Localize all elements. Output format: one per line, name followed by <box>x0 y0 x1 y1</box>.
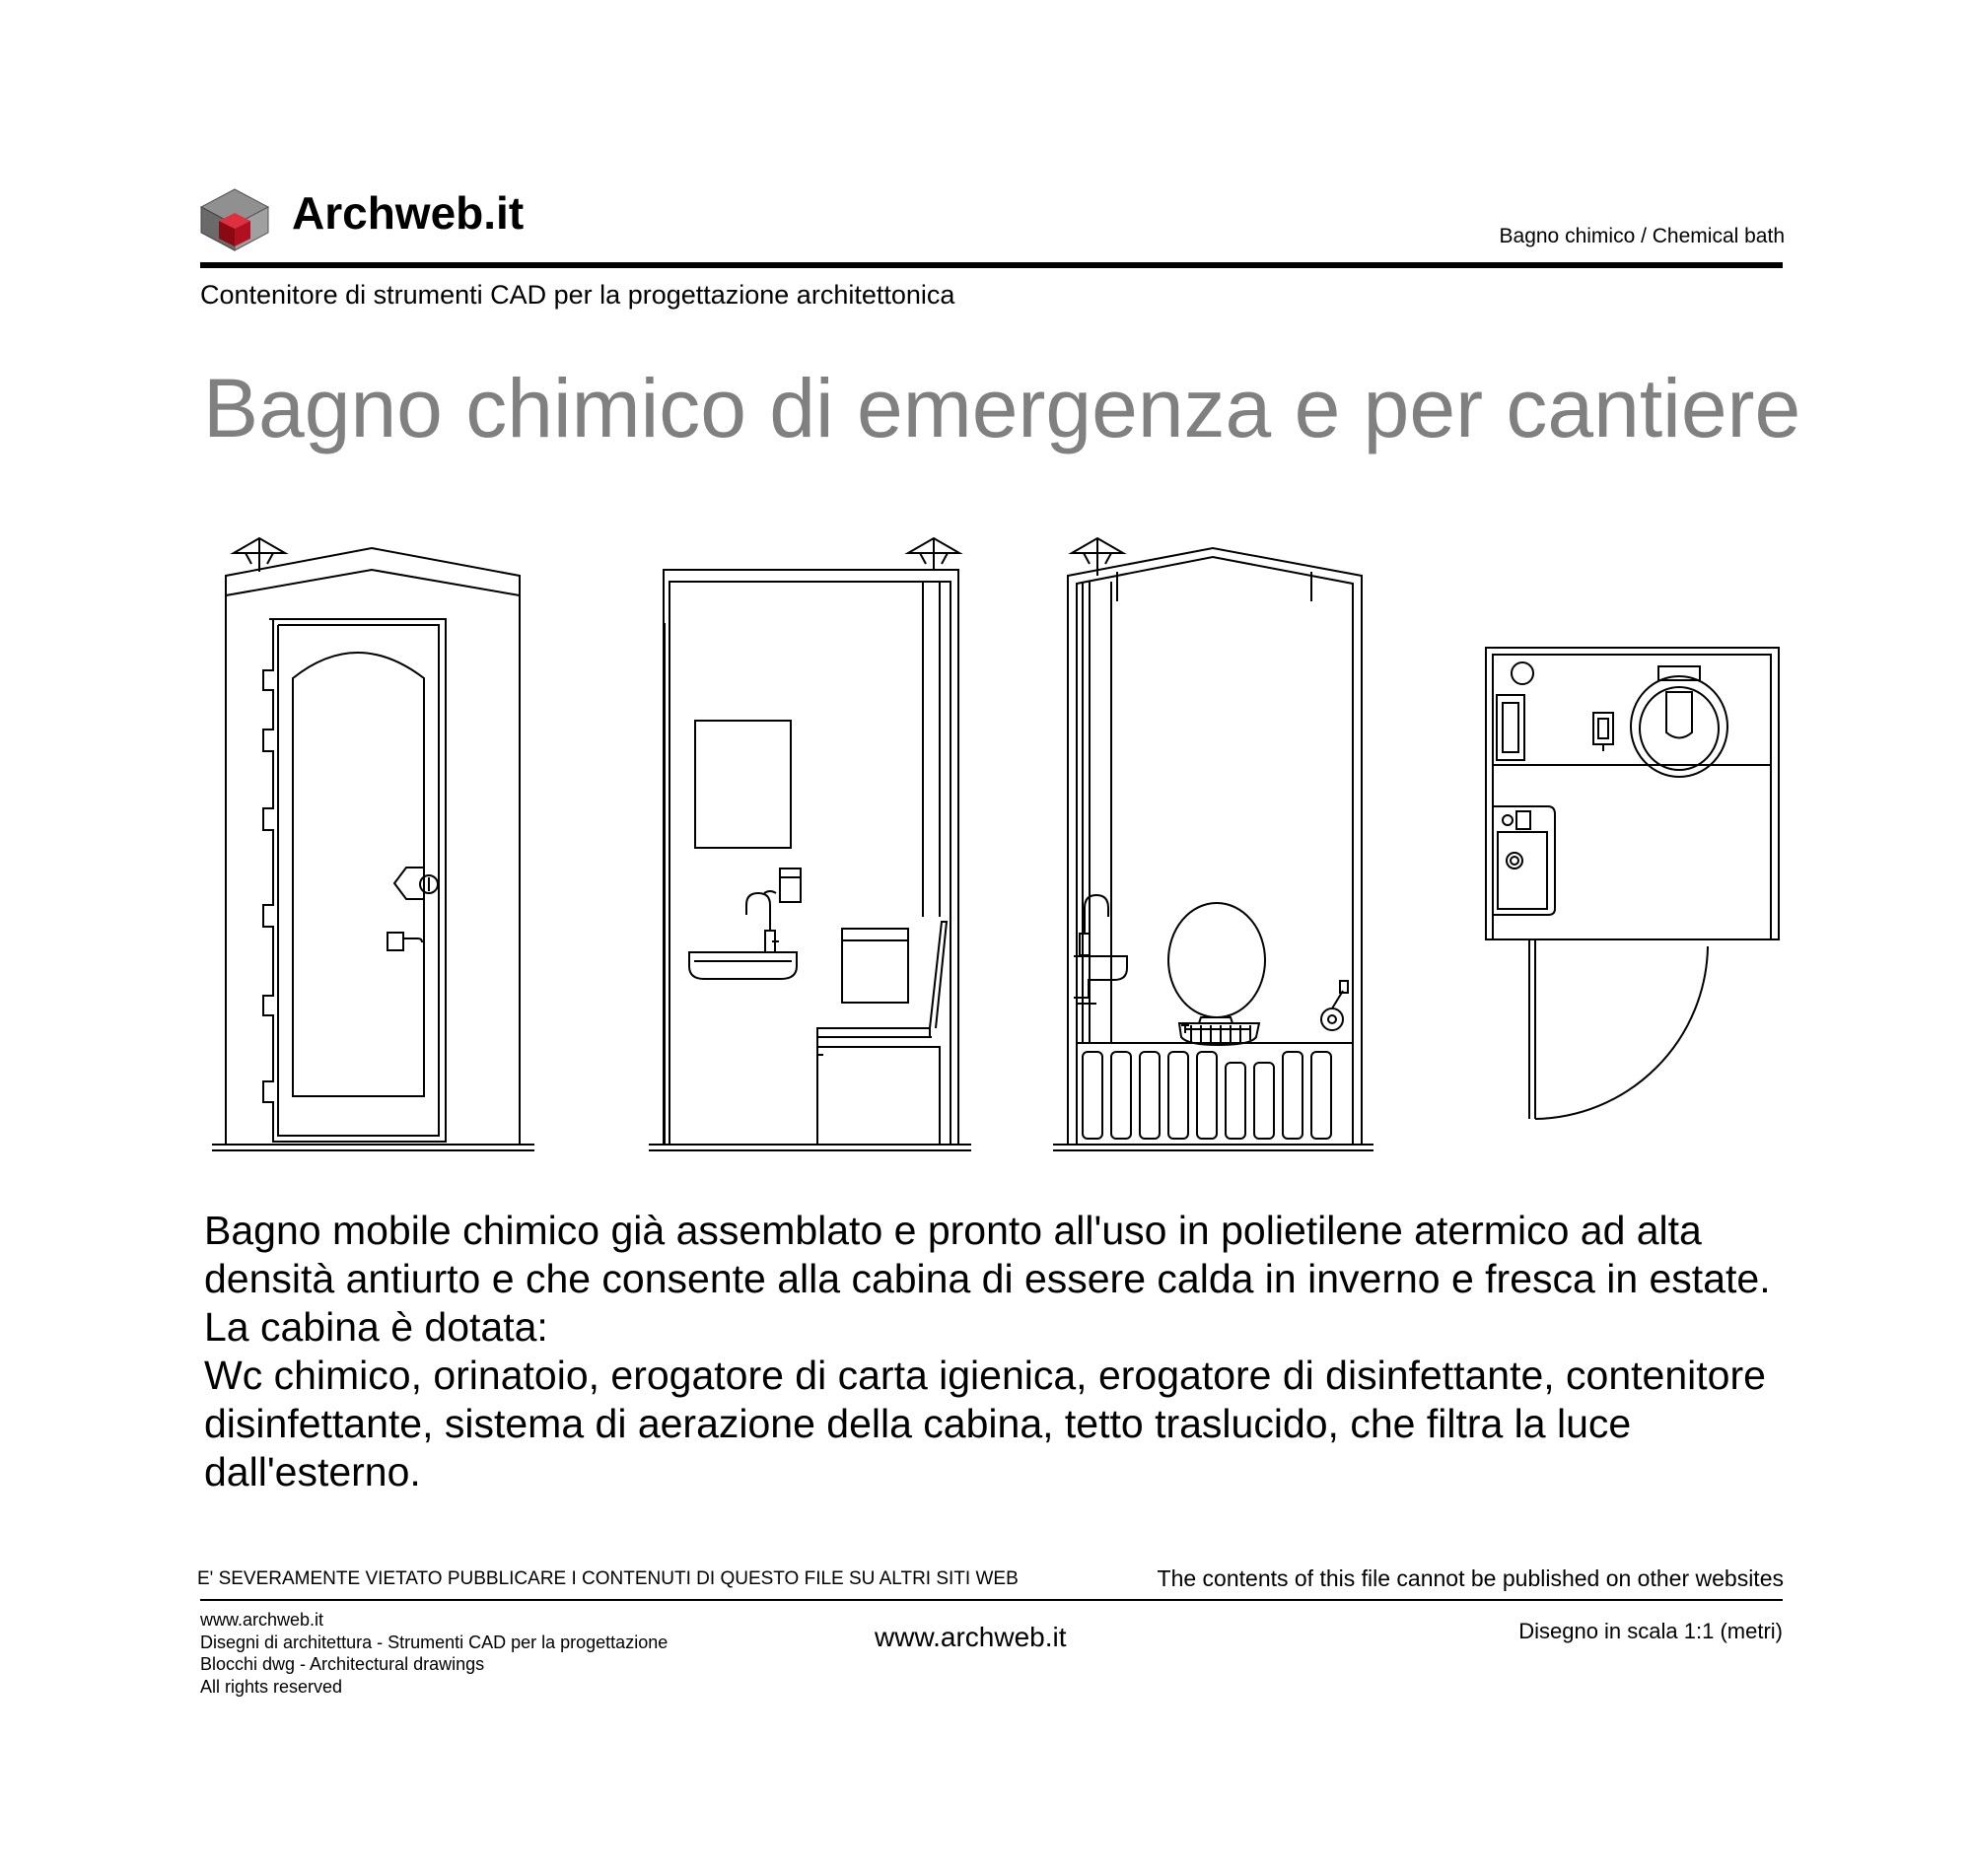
rear-section-drawing <box>1053 538 1373 1150</box>
sink-plan <box>1494 806 1555 915</box>
tank-grille <box>1077 1043 1353 1145</box>
sink <box>689 891 797 979</box>
floor-plan-drawing <box>1486 648 1779 1119</box>
front-elevation-drawing <box>212 538 534 1150</box>
soap-dispenser <box>780 869 801 902</box>
vent-pipe <box>1512 662 1533 684</box>
page-title: Bagno chimico di emergenza e per cantiere <box>203 362 1801 454</box>
category-label: Bagno chimico / Chemical bath <box>1499 225 1785 247</box>
tagline: Contenitore di strumenti CAD per la progettazione architettonica <box>200 280 955 310</box>
toilet-rear-view <box>1168 903 1265 1045</box>
door-swing <box>1529 939 1708 1119</box>
copyright-notice-it: E' SEVERAMENTE VIETATO PUBBLICARE I CONTENUTI DI QUESTO FILE SU ALTRI SITI WEB <box>197 1568 1019 1589</box>
side-section-drawing <box>649 538 971 1150</box>
footer-info-line: Disegni di architettura - Strumenti CAD per la progettazione <box>200 1632 669 1652</box>
copyright-notice-en: The contents of this file cannot be published on other websites <box>1157 1565 1784 1591</box>
door <box>263 619 446 1142</box>
urinal-plan <box>1497 695 1524 760</box>
description-paragraph: Wc chimico, orinatoio, erogatore di carta igienica, erogatore di disinfettante, contenitore disinfettante, sistema di aerazione della cabina, tetto traslucido, che filtra la luce dall'esterno. <box>204 1353 1766 1494</box>
toilet-side-view <box>817 922 947 1145</box>
toilet-paper-holder <box>1321 981 1348 1030</box>
footer-info-line[interactable]: www.archweb.it <box>200 1610 324 1630</box>
vent-icon <box>908 538 959 570</box>
footer-info-line: All rights reserved <box>200 1676 343 1697</box>
footer-info <box>200 1609 668 1698</box>
mirror <box>695 721 791 848</box>
toilet-plan <box>1631 666 1727 777</box>
footer-info-line: Blocchi dwg - Architectural drawings <box>200 1654 485 1674</box>
brand-name[interactable]: Archweb.it <box>292 187 525 239</box>
footer-divider <box>200 1599 1783 1601</box>
disinfectant-dispenser <box>1593 713 1613 744</box>
scale-note: Disegno in scala 1:1 (metri) <box>1518 1619 1783 1643</box>
description <box>204 1207 1821 1496</box>
footer-url-link[interactable]: www.archweb.it <box>875 1622 1067 1652</box>
description-paragraph: Bagno mobile chimico già assemblato e pronto all'uso in polietilene atermico ad alta densità antiurto e che consente alla cabina di essere calda in inverno e fresca in estate. La cabina è dotata: <box>204 1208 1771 1350</box>
